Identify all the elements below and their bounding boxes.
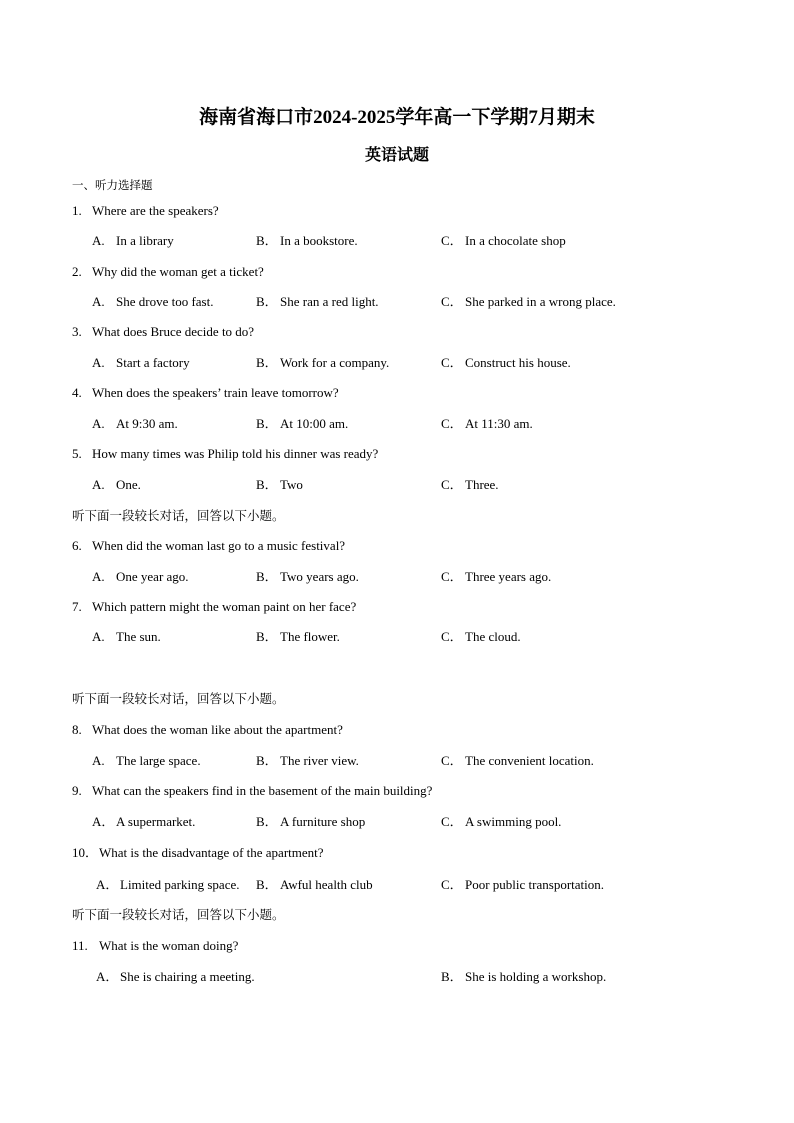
question-4: 4. When does the speakers’ train leave tomorrow? — [72, 385, 339, 400]
option-8b: B． The river view. — [256, 753, 359, 768]
option-2c: C． She parked in a wrong place. — [441, 294, 616, 309]
dialogue-note-1: 听下面一段较长对话，回答以下小题。 — [72, 508, 285, 523]
option-3c: C． Construct his house. — [441, 355, 571, 370]
option-9c: C． A swimming pool. — [441, 814, 562, 829]
option-1c: C． In a chocolate shop — [441, 233, 566, 248]
option-8a: A. The large space. — [92, 753, 201, 768]
option-9b: B． A furniture shop — [256, 814, 366, 829]
option-4c: C． At 11:30 am. — [441, 416, 533, 431]
option-2b: B． She ran a red light. — [256, 294, 379, 309]
dialogue-note-2: 听下面一段较长对话，回答以下小题。 — [72, 691, 285, 706]
question-3: 3. What does Bruce decide to do? — [72, 324, 255, 339]
option-6c: C． Three years ago. — [441, 569, 552, 584]
question-1: 1. Where are the speakers? — [72, 203, 219, 218]
option-2a: A. She drove too fast. — [92, 294, 214, 309]
option-4b: B． At 10:00 am. — [256, 416, 349, 431]
question-2: 2. Why did the woman get a ticket? — [72, 264, 264, 279]
option-4a: A. At 9:30 am. — [92, 416, 178, 431]
option-7b: B． The flower. — [256, 629, 340, 644]
question-9: 9. What can the speakers find in the basement of the main building? — [72, 783, 433, 798]
title-term: 月期末 — [537, 106, 595, 128]
option-10b: B． Awful health club — [256, 877, 373, 892]
title-location: 海南省海口市 — [199, 106, 314, 128]
option-1a: A. In a library — [92, 233, 174, 248]
option-11a: A． She is chairing a meeting. — [96, 969, 255, 984]
option-6a: A. One year ago. — [92, 569, 189, 584]
option-7a: A. The sun. — [92, 629, 161, 644]
option-10c: C． Poor public transportation. — [441, 877, 605, 892]
option-11b: B． She is holding a workshop. — [441, 969, 607, 984]
option-3a: A. Start a factory — [92, 355, 190, 370]
option-9a: A． A supermarket. — [92, 814, 196, 829]
title-year: 2024-2025 — [313, 107, 396, 128]
option-6b: B． Two years ago. — [256, 569, 359, 584]
option-7c: C． The cloud. — [441, 629, 521, 644]
page-subtitle: 英语试题 — [364, 145, 429, 164]
question-5: 5. How many times was Philip told his dinner was ready? — [72, 446, 379, 461]
option-8c: C． The convenient location. — [441, 753, 594, 768]
option-5c: C． Three. — [441, 477, 499, 492]
option-1b: B． In a bookstore. — [256, 233, 358, 248]
question-10: 10．What is the disadvantage of the apartment? — [72, 845, 324, 860]
option-10a: A． Limited parking space. — [96, 877, 240, 892]
question-6: 6. When did the woman last go to a music festival? — [72, 538, 346, 553]
title-grade: 学年高一下学期 — [395, 106, 529, 128]
option-5b: B． Two — [256, 477, 303, 492]
question-7: 7. Which pattern might the woman paint on her face? — [72, 599, 357, 614]
page-title — [0, 104, 794, 131]
question-8: 8. What does the woman like about the apartment? — [72, 722, 343, 737]
option-3b: B． Work for a company. — [256, 355, 390, 370]
section-heading: 一、听力选择题 — [72, 178, 153, 192]
title-month: 7 — [528, 107, 538, 128]
dialogue-note-3: 听下面一段较长对话，回答以下小题。 — [72, 907, 285, 922]
question-11: 11. What is the woman doing? — [72, 938, 239, 953]
option-5a: A. One. — [92, 477, 141, 492]
